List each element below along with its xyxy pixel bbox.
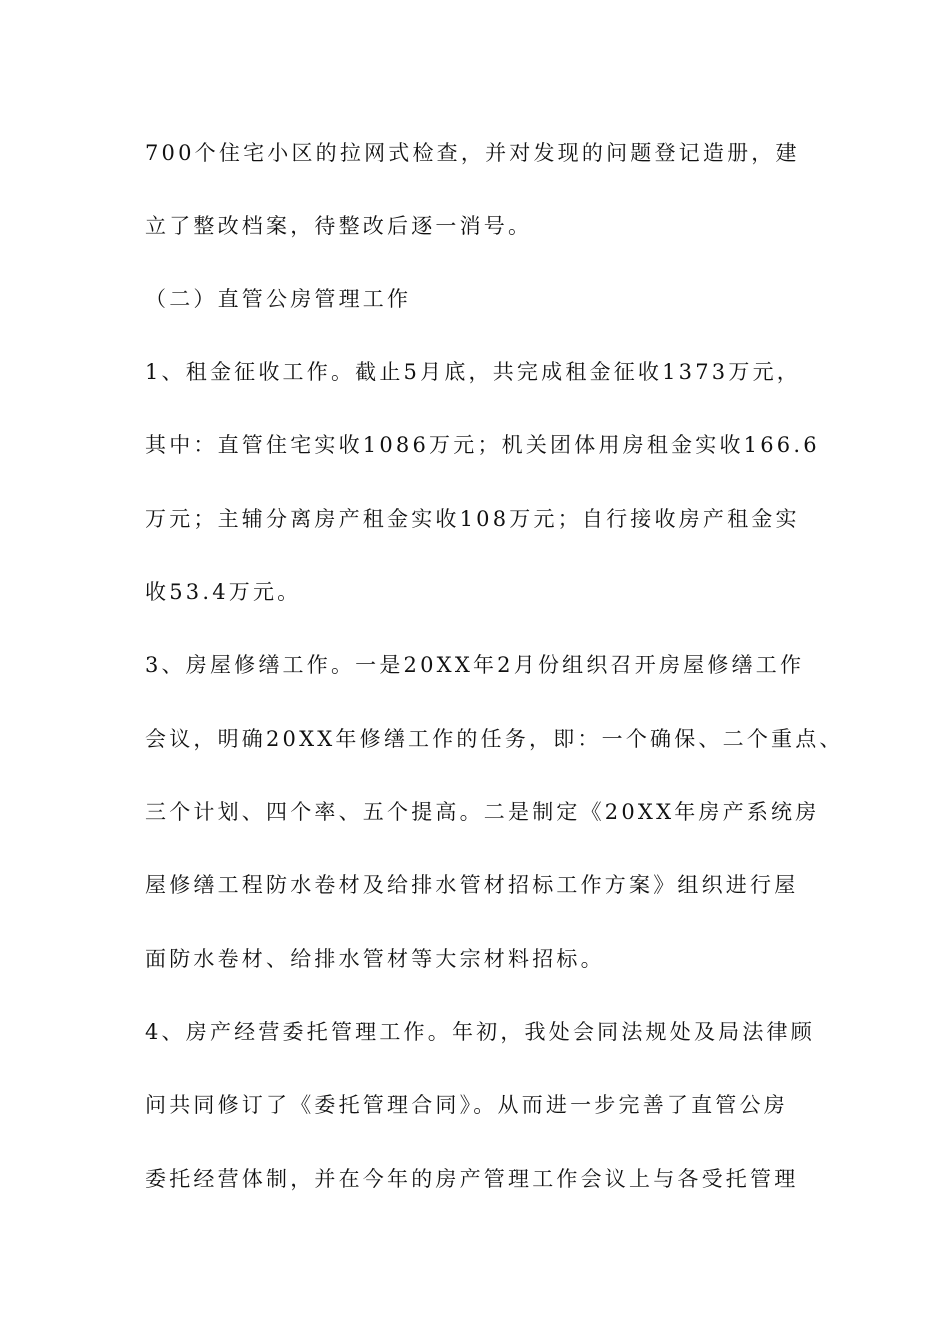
text-line-2: 立了整改档案，待整改后逐一消号。 [145,214,533,238]
text-line-15: 委托经营体制，并在今年的房产管理工作会议上与各受托管理 [145,1167,799,1191]
text-line-8: 3、房屋修缮工作。一是20XX年2月份组织召开房屋修缮工作 [145,653,805,677]
text-line-6: 万元；主辅分离房产租金实收108万元；自行接收房产租金实 [145,507,800,531]
text-line-7: 收53.4万元。 [145,580,302,604]
text-line-13: 4、房产经营委托管理工作。年初，我处会同法规处及局法律顾 [145,1020,815,1044]
text-line-5: 其中：直管住宅实收1086万元；机关团体用房租金实收166.6 [145,433,820,457]
text-line-4: 1、租金征收工作。截止5月底，共完成租金征收1373万元， [145,360,801,384]
text-line-9: 会议，明确20XX年修缮工作的任务，即：一个确保、二个重点、 [145,727,844,751]
text-line-14: 问共同修订了《委托管理合同》。从而进一步完善了直管公房 [145,1093,788,1117]
section-heading: （二）直管公房管理工作 [145,287,412,311]
text-line-12: 面防水卷材、给排水管材等大宗材料招标。 [145,947,605,971]
text-line-11: 屋修缮工程防水卷材及给排水管材招标工作方案》组织进行屋 [145,873,799,897]
text-line-10: 三个计划、四个率、五个提高。二是制定《20XX年房产系统房 [145,800,820,824]
text-line-1: 700个住宅小区的拉网式检查，并对发现的问题登记造册，建 [145,141,800,165]
